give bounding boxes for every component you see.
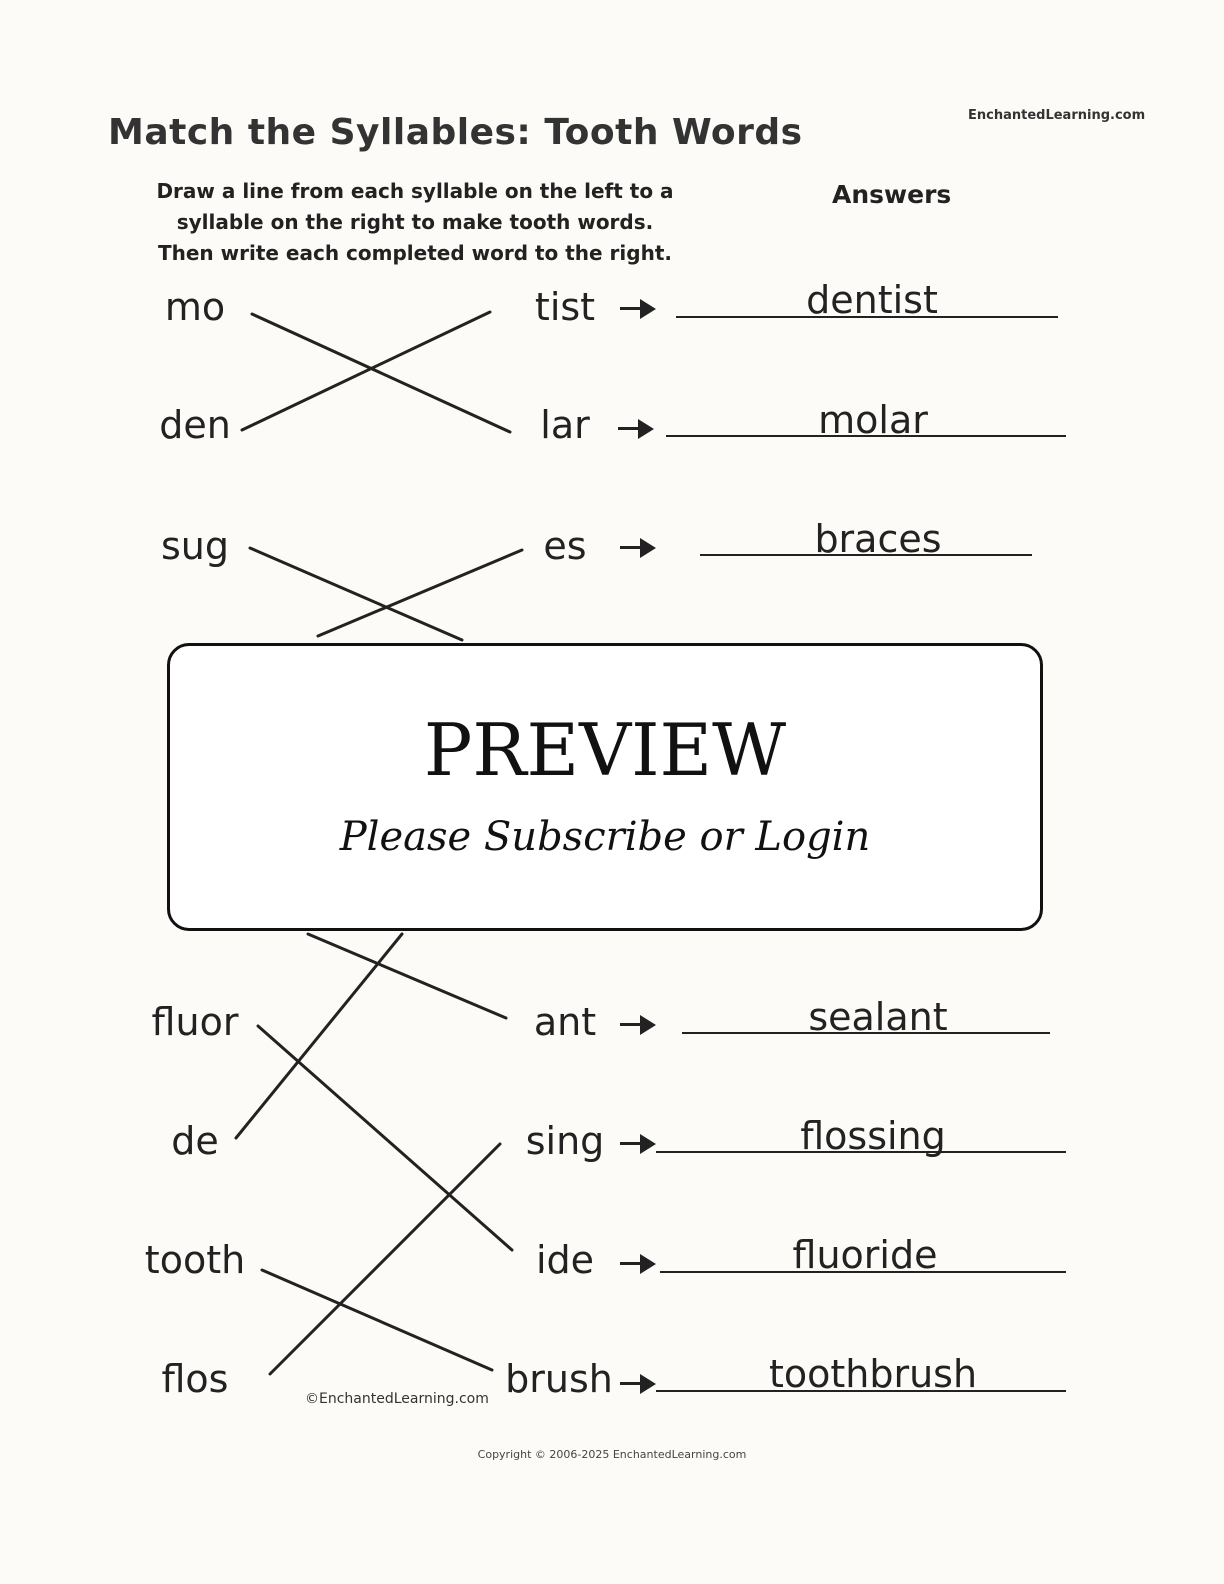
page-title: Match the Syllables: Tooth Words [108, 112, 803, 153]
match-line [258, 1026, 512, 1250]
match-line [308, 934, 506, 1018]
arrow-icon [620, 1133, 658, 1155]
worksheet-copyright: ©EnchantedLearning.com [305, 1391, 489, 1407]
left-syllable: fluor [151, 1000, 239, 1044]
arrow-icon [620, 1253, 658, 1275]
answer-word: braces [814, 517, 942, 561]
right-syllable: es [543, 524, 587, 568]
instruction-line: Draw a line from each syllable on the left to a [156, 179, 674, 203]
arrow-icon [618, 418, 656, 440]
left-syllable: de [171, 1119, 219, 1163]
answer-word: molar [818, 398, 928, 442]
match-line [262, 1270, 492, 1370]
match-line [252, 314, 510, 432]
arrow-icon [620, 1373, 658, 1395]
preview-overlay[interactable] [167, 643, 1043, 931]
right-syllable: tist [534, 285, 596, 329]
footer-copyright: Copyright © 2006-2025 EnchantedLearning.com [477, 1448, 747, 1461]
subscribe-login-link[interactable]: Please Subscribe or Login [339, 814, 871, 860]
right-syllable: sing [525, 1119, 605, 1163]
answer-word: dentist [806, 278, 938, 322]
answer-word: sealant [808, 995, 948, 1039]
left-syllable: flos [161, 1357, 229, 1401]
answer-word: fluoride [792, 1233, 938, 1277]
right-syllable: ide [535, 1238, 595, 1282]
arrow-icon [620, 298, 658, 320]
preview-title: PREVIEW [423, 708, 787, 792]
answers-label: Answers [832, 180, 952, 209]
answer-word: toothbrush [768, 1352, 978, 1396]
answer-word: flossing [800, 1114, 946, 1158]
site-name[interactable]: EnchantedLearning.com [968, 108, 1146, 123]
right-syllable: lar [540, 403, 590, 447]
instruction-line: Then write each completed word to the right. [157, 241, 672, 265]
left-syllable: tooth [144, 1238, 246, 1282]
left-syllable: sug [160, 524, 229, 568]
arrow-icon [620, 537, 658, 559]
left-syllable: mo [164, 285, 226, 329]
right-syllable: brush [505, 1357, 613, 1401]
match-line [270, 1144, 500, 1374]
instruction-line: syllable on the right to make tooth words. [176, 210, 654, 234]
left-syllable: den [159, 403, 231, 447]
right-syllable: ant [533, 1000, 597, 1044]
arrow-icon [620, 1014, 658, 1036]
